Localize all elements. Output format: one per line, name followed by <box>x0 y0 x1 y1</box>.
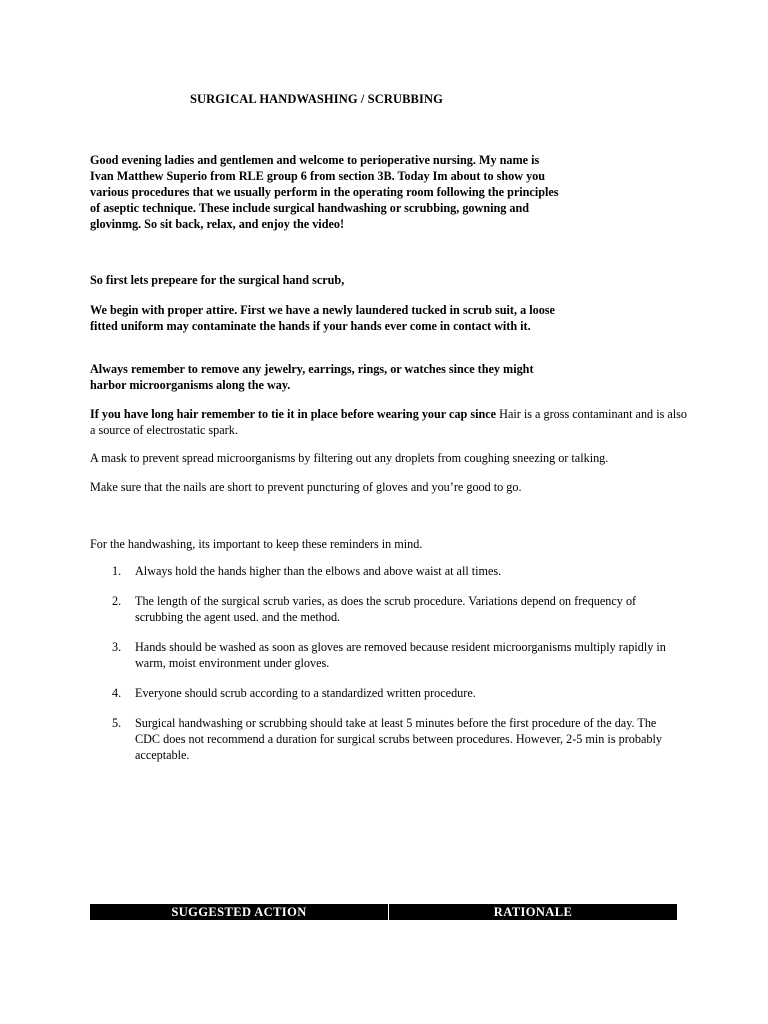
nails-paragraph: Make sure that the nails are short to prevent puncturing of gloves and you’re good to go. <box>90 480 522 494</box>
list-item-text: The length of the surgical scrub varies, as does the scrub procedure. Variations depend on frequency of scrubbing the agent used. and the method. <box>135 594 637 624</box>
list-number: 3. <box>112 640 122 654</box>
hair-normal-text: Hair is a gross contaminant and is also a source of electrostatic spark. <box>90 407 688 437</box>
intro-paragraph: Good evening ladies and gentlemen and welcome to perioperative nursing. My name is Ivan Matthew Superio from RLE group 6 from section 3B. Today Im about to show you various procedures that we usually perform in the operating room following the principles of aseptic technique. These include surgical handwashing or scrubbing, gowning and glovinmg. So sit back, relax, and enjoy the video! <box>90 153 559 231</box>
list-number: 5. <box>112 716 122 730</box>
list-item-text: Everyone should scrub according to a standardized written procedure. <box>135 686 476 700</box>
table-header-row <box>90 904 677 920</box>
list-item <box>90 639 680 671</box>
list-item <box>90 593 680 625</box>
prep-paragraph: So first lets prepeare for the surgical hand scrub, <box>90 273 345 287</box>
list-number: 4. <box>112 686 122 700</box>
handwashing-intro: For the handwashing, its important to keep these reminders in mind. <box>90 537 423 551</box>
table-header-rationale: RATIONALE <box>493 904 573 919</box>
list-item <box>90 685 680 701</box>
list-number: 2. <box>112 594 122 608</box>
table-header-suggested-action: SUGGESTED ACTION <box>90 904 389 920</box>
list-item <box>90 563 680 579</box>
list-item <box>90 715 680 763</box>
list-item-text: Hands should be washed as soon as gloves are removed because resident microorganisms multiply rapidly in warm, moist environment under gloves. <box>135 640 666 670</box>
reminders-list <box>90 563 680 777</box>
list-item-text: Surgical handwashing or scrubbing should take at least 5 minutes before the first procedure of the day. The CDC does not recommend a duration for surgical scrubs between procedures. However, 2-5 min is probably acceptable. <box>135 716 662 762</box>
list-item-text: Always hold the hands higher than the elbows and above waist at all times. <box>135 564 502 578</box>
list-number: 1. <box>112 564 122 578</box>
attire-paragraph: We begin with proper attire. First we have a newly laundered tucked in scrub suit, a loose fitted uniform may contaminate the hands if your hands ever come in contact with it. <box>90 303 555 333</box>
hair-bold-text: If you have long hair remember to tie it in place before wearing your cap since <box>90 407 497 421</box>
document-title: SURGICAL HANDWASHING / SCRUBBING <box>190 92 443 106</box>
hair-paragraph <box>90 406 690 438</box>
jewelry-paragraph: Always remember to remove any jewelry, earrings, rings, or watches since they might harbor microorganisms along the way. <box>90 362 534 392</box>
mask-paragraph: A mask to prevent spread microorganisms by filtering out any droplets from coughing sneezing or talking. <box>90 451 609 465</box>
